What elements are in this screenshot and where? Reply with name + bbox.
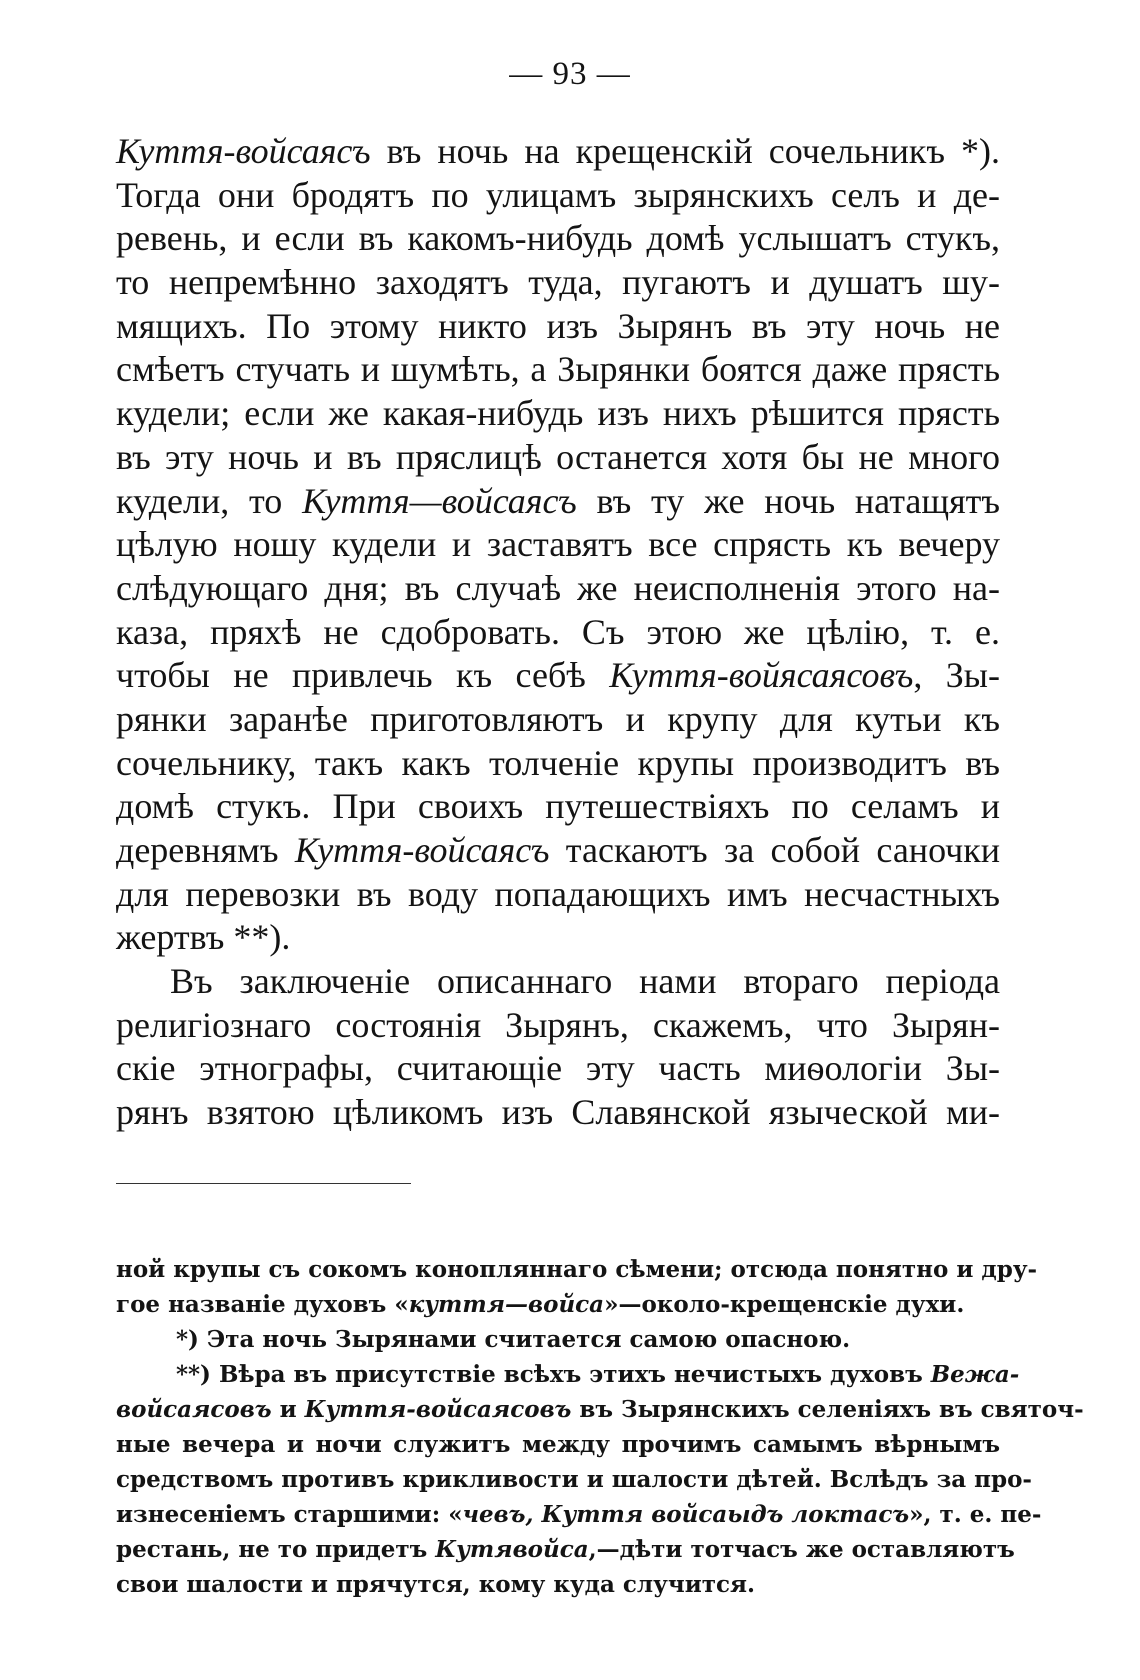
italic-name: куття—войса	[408, 1291, 605, 1318]
footnote-line: средствомъ противъ крикливости и шалости дѣтей. Вслѣдъ за про-	[116, 1466, 1032, 1493]
footnote-divider	[116, 1183, 411, 1184]
text-line: въ эту ночь и въ пряслицѣ останется хотя бы не много	[116, 436, 1000, 477]
text-line: рянъ взятою цѣликомъ изъ Славянской языческой ми-	[116, 1092, 1000, 1133]
text-line: чтобы не привлечь къ себѣ Куття-войясаясовъ, Зы-	[116, 655, 1000, 696]
italic-phrase: чевъ, Куття войсаыдъ локтасъ	[462, 1501, 910, 1528]
footnote-line: свои шалости и прячутся, кому куда случится.	[116, 1571, 756, 1598]
paragraph-start-line: Въ заключеніе описаннаго нами втораго періода	[170, 961, 1000, 1002]
italic-name: Куття-войясаясовъ	[609, 655, 914, 696]
footnote-line: изнесеніемъ старшими: «чевъ, Куття войсаыдъ локтасъ», т. е. пе-	[116, 1501, 1042, 1528]
italic-name: Куття-войсаясъ	[294, 830, 550, 870]
italic-name: Кутявойса	[435, 1536, 589, 1563]
text-line: то непремѣнно заходятъ туда, пугаютъ и душатъ шу-	[116, 262, 1000, 303]
footnotes	[116, 1252, 1084, 1602]
text-line: религіознаго состоянія Зырянъ, скажемъ, что Зырян-	[116, 1004, 1000, 1045]
text-line: жертвъ **).	[116, 917, 291, 958]
italic-name: Вежа-	[930, 1361, 1020, 1388]
text-line: цѣлую ношу кудели и заставятъ все спрясть къ вечеру	[116, 524, 1000, 565]
text-line: смѣетъ стучать и шумѣть, а Зырянки боятся даже прясть	[116, 349, 1000, 390]
italic-name: Куття-войсаясовъ	[304, 1396, 572, 1423]
text-line: слѣдующаго дня; въ случаѣ же неисполненія этого на-	[116, 567, 1000, 608]
footnote-line: гое названіе духовъ «куття—войса»—около-крещенскіе духи.	[116, 1291, 965, 1318]
text-line: скіе этнографы, считающіе эту часть миѳологіи Зы-	[116, 1048, 1000, 1089]
text-line: мящихъ. По этому никто изъ Зырянъ въ эту ночь не	[116, 305, 1000, 346]
text-line: домѣ стукъ. При своихъ путешествіяхъ по селамъ и	[116, 786, 1000, 827]
footnote-line: ной крупы съ сокомъ конопляннаго сѣмени; отсюда понятно и дру-	[116, 1256, 1038, 1283]
footnote-line: рестань, не то придетъ Кутявойса,—дѣти тотчасъ же оставляютъ	[116, 1536, 1015, 1563]
text-line: сочельнику, такъ какъ толченіе крупы производитъ въ	[116, 742, 1000, 783]
footnote-line: ные вечера и ночи служитъ между прочимъ самымъ вѣрнымъ	[116, 1431, 1000, 1458]
footnote-double: **) Вѣра въ присутствіе всѣхъ этихъ нечистыхъ духовъ Вежа-	[176, 1361, 1020, 1388]
italic-name: Куття—войсаясъ	[302, 480, 577, 521]
text-line: деревнямъ Куття-войсаясъ таскаютъ за собой саночки	[116, 830, 1001, 870]
text-line: рянки заранѣе приготовляютъ и крупу для кутьи къ	[116, 698, 1000, 739]
text-line: кудели; если же какая-нибудь изъ нихъ рѣшится прясть	[116, 393, 1000, 434]
text-line: Тогда они бродятъ по улицамъ зырянскихъ селъ и де-	[116, 174, 1000, 215]
text-line: каза, пряхѣ не сдобровать. Съ этою же цѣлію, т. е.	[116, 611, 1000, 652]
text-line: Куття-войсаясъ въ ночь на крещенскій сочельникъ *).	[116, 131, 1000, 171]
footnote-line: войсаясовъ и Куття-войсаясовъ въ Зырянскихъ селеніяхъ въ святоч-	[116, 1396, 1084, 1423]
text-line: кудели, то Куття—войсаясъ въ ту же ночь натащятъ	[116, 480, 1000, 521]
text-line: для перевозки въ воду попадающихъ имъ несчастныхъ	[116, 873, 1000, 914]
footnote-single: *) Эта ночь Зырянами считается самою опасною.	[176, 1326, 851, 1353]
page-number: — 93 —	[509, 56, 631, 92]
italic-name: Куття-войсаясъ	[116, 131, 371, 171]
main-text	[116, 130, 1000, 1135]
italic-name: войсаясовъ	[116, 1396, 272, 1423]
text-line: ревень, и если въ какомъ-нибудь домѣ услышатъ стукъ,	[116, 218, 1000, 259]
